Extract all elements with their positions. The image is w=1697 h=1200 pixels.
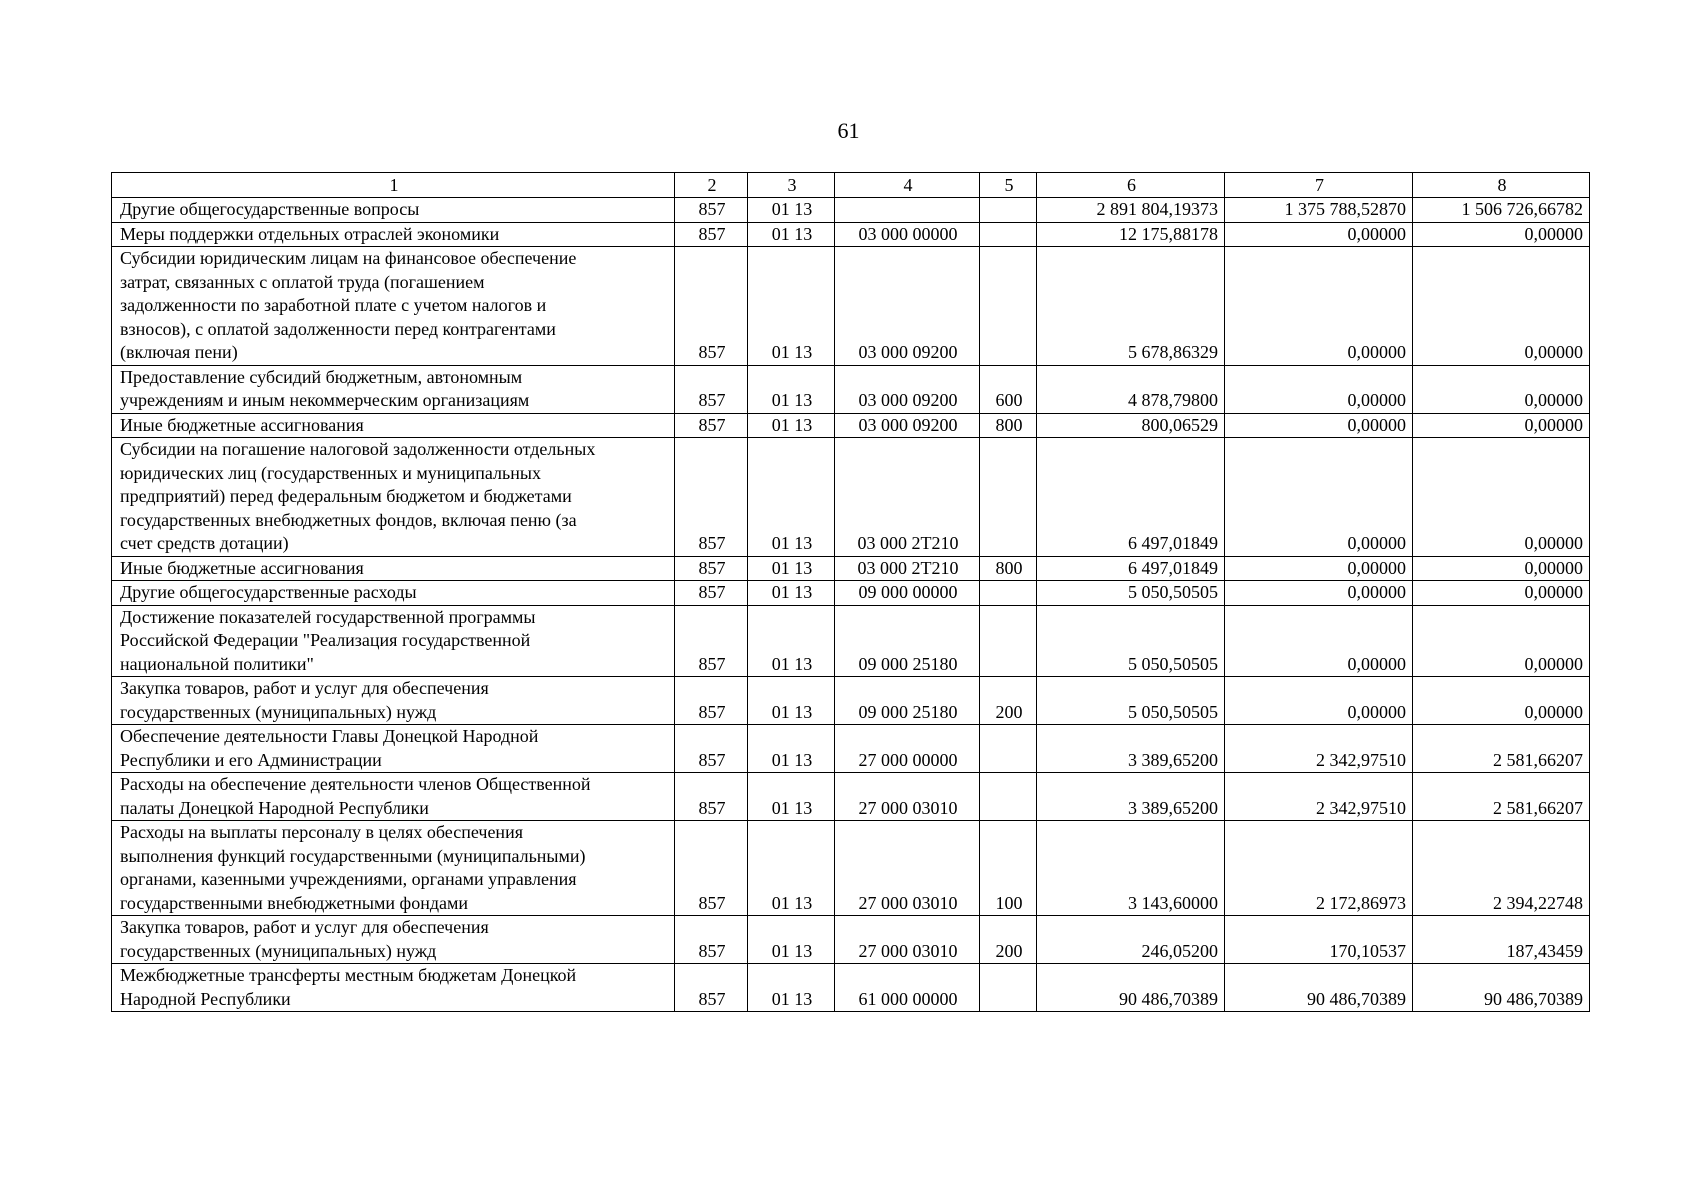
amount-col8-cell: 0,00000	[1413, 581, 1590, 606]
column-header-2: 2	[675, 173, 748, 198]
row-name-line: предприятий) перед федеральным бюджетом и бюджетами	[120, 486, 572, 506]
target-article-cell: 03 000 09200	[835, 365, 980, 413]
row-name-line: затрат, связанных с оплатой труда (погашением	[120, 271, 485, 292]
amount-col7-cell: 0,00000	[1225, 247, 1413, 366]
table-row	[112, 821, 1590, 916]
row-name-line: Другие общегосударственные вопросы	[120, 199, 420, 219]
row-name-cell	[112, 198, 675, 223]
target-article-cell: 27 000 03010	[835, 916, 980, 964]
amount-col8-cell: 0,00000	[1413, 413, 1590, 438]
row-name-line: Субсидии на погашение налоговой задолженности отдельных	[120, 439, 596, 459]
section-code-cell: 01 13	[748, 821, 835, 916]
row-name-line: органами, казенными учреждениями, органами управления	[120, 869, 577, 889]
row-name-line: Народной Республики	[120, 988, 291, 1009]
expense-type-cell	[980, 198, 1037, 223]
row-name-line: Российской Федерации "Реализация государственной	[120, 630, 531, 650]
amount-col8-cell: 0,00000	[1413, 438, 1590, 557]
admin-code-cell: 857	[675, 773, 748, 821]
amount-col6-cell: 6 497,01849	[1037, 438, 1225, 557]
row-name-line: Субсидии юридическим лицам на финансовое обеспечение	[120, 248, 577, 268]
row-name-line: Предоставление субсидий бюджетным, автономным	[120, 366, 523, 387]
row-name-line: выполнения функций государственными (муниципальными)	[120, 845, 586, 866]
target-article-cell: 09 000 25180	[835, 677, 980, 725]
section-code-cell: 01 13	[748, 247, 835, 366]
column-header-7: 7	[1225, 173, 1413, 198]
expense-type-cell	[980, 438, 1037, 557]
amount-col6-cell: 5 050,50505	[1037, 605, 1225, 677]
admin-code-cell: 857	[675, 605, 748, 677]
expense-type-cell: 100	[980, 821, 1037, 916]
amount-col7-cell: 90 486,70389	[1225, 964, 1413, 1012]
target-article-cell: 03 000 00000	[835, 222, 980, 247]
column-header-1: 1	[112, 173, 675, 198]
section-code-cell: 01 13	[748, 605, 835, 677]
section-code-cell: 01 13	[748, 916, 835, 964]
amount-col8-cell: 90 486,70389	[1413, 964, 1590, 1012]
table-row	[112, 964, 1590, 1012]
row-name-cell	[112, 438, 675, 557]
row-name-line: (включая пени)	[120, 342, 238, 362]
row-name-line: Межбюджетные трансферты местным бюджетам Донецкой	[120, 965, 577, 985]
amount-col6-cell: 246,05200	[1037, 916, 1225, 964]
table-row	[112, 725, 1590, 773]
expense-type-cell	[980, 222, 1037, 247]
row-name-line: Иные бюджетные ассигнования	[120, 414, 364, 435]
amount-col8-cell: 1 506 726,66782	[1413, 198, 1590, 223]
row-name-line: Другие общегосударственные расходы	[120, 582, 417, 602]
section-code-cell: 01 13	[748, 198, 835, 223]
expense-type-cell	[980, 773, 1037, 821]
amount-col6-cell: 800,06529	[1037, 413, 1225, 438]
amount-col7-cell: 2 172,86973	[1225, 821, 1413, 916]
row-name-line: юридических лиц (государственных и муниципальных	[120, 462, 541, 483]
target-article-cell: 27 000 03010	[835, 821, 980, 916]
target-article-cell: 03 000 09200	[835, 413, 980, 438]
table-row	[112, 773, 1590, 821]
amount-col7-cell: 2 342,97510	[1225, 725, 1413, 773]
expense-type-cell: 800	[980, 556, 1037, 581]
target-article-cell: 27 000 03010	[835, 773, 980, 821]
budget-table	[111, 172, 1590, 1012]
amount-col7-cell: 0,00000	[1225, 222, 1413, 247]
amount-col6-cell: 3 143,60000	[1037, 821, 1225, 916]
amount-col8-cell: 2 581,66207	[1413, 773, 1590, 821]
amount-col6-cell: 6 497,01849	[1037, 556, 1225, 581]
section-code-cell: 01 13	[748, 725, 835, 773]
target-article-cell: 09 000 00000	[835, 581, 980, 606]
amount-col7-cell: 0,00000	[1225, 438, 1413, 557]
admin-code-cell: 857	[675, 222, 748, 247]
table-row	[112, 413, 1590, 438]
table-row	[112, 438, 1590, 557]
amount-col7-cell: 0,00000	[1225, 556, 1413, 581]
expense-type-cell	[980, 725, 1037, 773]
amount-col8-cell: 2 394,22748	[1413, 821, 1590, 916]
admin-code-cell: 857	[675, 413, 748, 438]
expense-type-cell	[980, 247, 1037, 366]
amount-col6-cell: 2 891 804,19373	[1037, 198, 1225, 223]
column-header-3: 3	[748, 173, 835, 198]
admin-code-cell: 857	[675, 725, 748, 773]
amount-col7-cell: 0,00000	[1225, 605, 1413, 677]
table-body	[112, 198, 1590, 1012]
table-row	[112, 677, 1590, 725]
amount-col8-cell: 0,00000	[1413, 365, 1590, 413]
section-code-cell: 01 13	[748, 413, 835, 438]
row-name-cell	[112, 916, 675, 964]
expense-type-cell	[980, 964, 1037, 1012]
section-code-cell: 01 13	[748, 964, 835, 1012]
amount-col8-cell: 187,43459	[1413, 916, 1590, 964]
admin-code-cell: 857	[675, 438, 748, 557]
amount-col6-cell: 5 050,50505	[1037, 581, 1225, 606]
target-article-cell: 61 000 00000	[835, 964, 980, 1012]
target-article-cell: 03 000 2Т210	[835, 438, 980, 557]
admin-code-cell: 857	[675, 365, 748, 413]
expense-type-cell	[980, 581, 1037, 606]
row-name-line: государственных (муниципальных) нужд	[120, 701, 437, 722]
amount-col7-cell: 0,00000	[1225, 581, 1413, 606]
admin-code-cell: 857	[675, 247, 748, 366]
row-name-cell	[112, 365, 675, 413]
column-header-4: 4	[835, 173, 980, 198]
row-name-cell	[112, 821, 675, 916]
row-name-cell	[112, 677, 675, 725]
amount-col7-cell: 0,00000	[1225, 677, 1413, 725]
row-name-cell	[112, 605, 675, 677]
amount-col6-cell: 5 050,50505	[1037, 677, 1225, 725]
table-row	[112, 365, 1590, 413]
row-name-line: национальной политики"	[120, 653, 314, 674]
row-name-cell	[112, 222, 675, 247]
amount-col8-cell: 0,00000	[1413, 677, 1590, 725]
admin-code-cell: 857	[675, 821, 748, 916]
column-header-5: 5	[980, 173, 1037, 198]
section-code-cell: 01 13	[748, 365, 835, 413]
admin-code-cell: 857	[675, 198, 748, 223]
amount-col8-cell: 0,00000	[1413, 556, 1590, 581]
page-number: 61	[837, 118, 860, 143]
table-row	[112, 916, 1590, 964]
row-name-line: учреждениям и иным некоммерческим организациям	[120, 390, 530, 410]
amount-col6-cell: 90 486,70389	[1037, 964, 1225, 1012]
section-code-cell: 01 13	[748, 581, 835, 606]
section-code-cell: 01 13	[748, 677, 835, 725]
admin-code-cell: 857	[675, 964, 748, 1012]
amount-col6-cell: 12 175,88178	[1037, 222, 1225, 247]
row-name-line: счет средств дотации)	[120, 533, 289, 553]
amount-col7-cell: 170,10537	[1225, 916, 1413, 964]
row-name-line: государственными внебюджетными фондами	[120, 892, 469, 913]
row-name-line: Обеспечение деятельности Главы Донецкой Народной	[120, 726, 539, 746]
amount-col8-cell: 2 581,66207	[1413, 725, 1590, 773]
row-name-cell	[112, 556, 675, 581]
amount-col7-cell: 2 342,97510	[1225, 773, 1413, 821]
row-name-cell	[112, 581, 675, 606]
row-name-cell	[112, 413, 675, 438]
table-row	[112, 556, 1590, 581]
row-name-line: государственных (муниципальных) нужд	[120, 940, 437, 961]
row-name-line: Меры поддержки отдельных отраслей экономики	[120, 223, 500, 244]
section-code-cell: 01 13	[748, 556, 835, 581]
amount-col6-cell: 3 389,65200	[1037, 725, 1225, 773]
table-row	[112, 198, 1590, 223]
row-name-cell	[112, 725, 675, 773]
table-row	[112, 581, 1590, 606]
section-code-cell: 01 13	[748, 438, 835, 557]
column-header-6: 6	[1037, 173, 1225, 198]
row-name-line: Иные бюджетные ассигнования	[120, 557, 364, 578]
admin-code-cell: 857	[675, 916, 748, 964]
amount-col8-cell: 0,00000	[1413, 222, 1590, 247]
table-row	[112, 247, 1590, 366]
amount-col7-cell: 0,00000	[1225, 365, 1413, 413]
row-name-line: Республики и его Администрации	[120, 749, 382, 770]
admin-code-cell: 857	[675, 677, 748, 725]
row-name-line: палаты Донецкой Народной Республики	[120, 797, 429, 818]
row-name-line: Закупка товаров, работ и услуг для обеспечения	[120, 917, 489, 937]
amount-col8-cell: 0,00000	[1413, 605, 1590, 677]
expense-type-cell	[980, 605, 1037, 677]
expense-type-cell: 200	[980, 916, 1037, 964]
section-code-cell: 01 13	[748, 222, 835, 247]
target-article-cell: 03 000 2Т210	[835, 556, 980, 581]
amount-col7-cell: 0,00000	[1225, 413, 1413, 438]
admin-code-cell: 857	[675, 581, 748, 606]
table-row	[112, 605, 1590, 677]
column-header-8: 8	[1413, 173, 1590, 198]
row-name-cell	[112, 247, 675, 366]
target-article-cell: 27 000 00000	[835, 725, 980, 773]
expense-type-cell: 800	[980, 413, 1037, 438]
row-name-line: задолженности по заработной плате с учетом налогов и	[120, 295, 547, 315]
table-row	[112, 222, 1590, 247]
header-row	[112, 173, 1590, 198]
row-name-line: Расходы на выплаты персоналу в целях обеспечения	[120, 822, 523, 842]
target-article-cell	[835, 198, 980, 223]
row-name-cell	[112, 773, 675, 821]
amount-col7-cell: 1 375 788,52870	[1225, 198, 1413, 223]
row-name-line: Достижение показателей государственной программы	[120, 606, 536, 627]
target-article-cell: 03 000 09200	[835, 247, 980, 366]
amount-col6-cell: 5 678,86329	[1037, 247, 1225, 366]
expense-type-cell: 600	[980, 365, 1037, 413]
target-article-cell: 09 000 25180	[835, 605, 980, 677]
row-name-line: государственных внебюджетных фондов, включая пеню (за	[120, 509, 577, 530]
amount-col8-cell: 0,00000	[1413, 247, 1590, 366]
amount-col6-cell: 4 878,79800	[1037, 365, 1225, 413]
amount-col6-cell: 3 389,65200	[1037, 773, 1225, 821]
admin-code-cell: 857	[675, 556, 748, 581]
row-name-line: взносов), с оплатой задолженности перед контрагентами	[120, 318, 556, 339]
row-name-line: Закупка товаров, работ и услуг для обеспечения	[120, 678, 489, 698]
section-code-cell: 01 13	[748, 773, 835, 821]
row-name-line: Расходы на обеспечение деятельности членов Общественной	[120, 774, 591, 794]
expense-type-cell: 200	[980, 677, 1037, 725]
row-name-cell	[112, 964, 675, 1012]
